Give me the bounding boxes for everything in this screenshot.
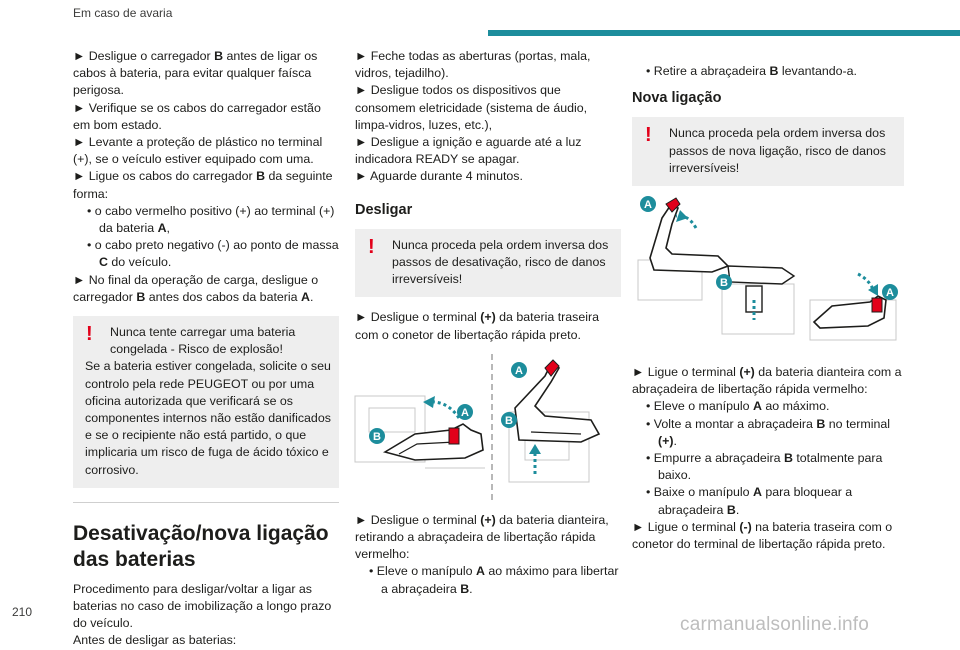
watermark: carmanualsonline.info [680,614,870,635]
step-close-openings: ► Feche todas as aberturas (portas, mala, vidros, tejadilho). [355,49,591,81]
step-check-cables: ► Verifique se os cabos do carregador estão em bom estado. [73,100,321,132]
warning-icon: ! [645,124,652,147]
warning-frozen-battery [73,316,339,488]
label-b-text: B [373,430,381,443]
label-a-text-right: A [886,287,894,300]
column-3 [632,48,904,553]
warning-line-1: Nunca tente carregar uma bateria congelada - Risco de explosão! [110,325,296,357]
step-connect-cables: ► Ligue os cabos do carregador B da seguinte forma: [73,169,333,201]
warning-icon: ! [368,235,375,258]
step-disconnect-rear: ► Desligue o terminal (+) da bateria traseira com o conetor de libertação rápida preto. [355,310,600,342]
label-a-text: A [644,199,652,212]
page-number: 210 [12,605,33,619]
intro-before: Antes de desligar as baterias: [73,633,237,648]
subheading-reconnect: Nova ligação [632,90,722,107]
warning-disconnect-order [355,229,621,298]
section-divider [73,502,339,503]
subheading-disconnect: Desligar [355,201,413,218]
step-disconnect-front: ► Desligue o terminal (+) da bateria dianteira, retirando a abraçadeira de libertação rápida vermelho: [355,512,609,562]
figure-reconnect-clamp [632,196,904,346]
column-1 [73,48,339,650]
label-b-text-right: B [505,414,513,427]
column-2 [355,48,621,598]
step-connect-rear: ► Ligue o terminal (-) na bateria traseira com o conetor do terminal de libertação rápida preto. [632,519,893,552]
sub-black-cable: • o cabo preto negativo (-) ao ponto de massa C do veículo. [87,238,339,270]
section-title: Em caso de avaria [73,6,173,20]
step-end-charge: ► No final da operação de carga, desligue o carregador B antes dos cabos da bateria A. [73,272,319,304]
label-a-text: A [461,406,469,419]
section-heading: Desativação/nova ligação das baterias [73,521,329,571]
warning-text: Nunca proceda pela ordem inversa dos passos de nova ligação, risco de danos irreversíveis! [669,126,886,175]
sub-raise-handle: • Eleve o manípulo A ao máximo. [646,399,830,414]
sub-remove-clamp: • Retire a abraçadeira B levantando-a. [646,64,857,78]
sub-push-clamp: • Empurre a abraçadeira B totalmente para baixo. [646,451,883,483]
warning-reconnect-order [632,117,904,186]
header-accent-bar [488,30,960,36]
sub-lower-handle: • Baixe o manípulo A para bloquear a abraçadeira B. [646,485,853,517]
step-switch-off-devices: ► Desligue todos os dispositivos que consomem eletricidade (sistema de áudio, limpa-vidros, luzes, etc.), [355,83,588,132]
step-wait: ► Aguarde durante 4 minutos. [355,169,523,184]
sub-red-cable: • o cabo vermelho positivo (+) ao terminal (+) da bateria A, [87,203,335,236]
warning-icon: ! [86,323,93,346]
warning-text: Nunca proceda pela ordem inversa dos passos de desativação, risco de danos irreversíveis! [392,237,609,287]
warning-line-2: Se a bateria estiver congelada, solicite o seu controlo pela rede PEUGEOT ou por uma oficina autorizada que verificará se os componentes internos não estão danificados e se o recipiente não está partido, o que implicaria um risco de fuga de ácido tóxico e corrosivo. [85,359,331,477]
step-connect-front: ► Ligue o terminal (+) da bateria dianteira com a abraçadeira de libertação rápida vermelho: [632,365,902,397]
step-ignition-off: ► Desligue a ignição e aguarde até a luz indicadora READY se apagar. [355,135,582,167]
label-a-text-right: A [515,364,523,377]
step-disconnect-charger: ► Desligue o carregador B antes de ligar os cabos à bateria, para evitar qualquer faísca perigosa. [73,49,318,98]
label-b-text: B [720,277,728,290]
figure-disconnect-clamp [355,354,621,500]
sub-raise-handle: • Eleve o manípulo A ao máximo para libertar a abraçadeira B. [369,564,619,596]
sub-refit-clamp: • Volte a montar a abraçadeira B no terminal (+). [646,416,891,448]
intro-procedure: Procedimento para desligar/voltar a ligar as baterias no caso de imobilização a longo prazo do veículo. [73,581,332,631]
step-lift-protection: ► Levante a proteção de plástico no terminal (+), se o veículo estiver equipado com uma. [73,135,323,167]
